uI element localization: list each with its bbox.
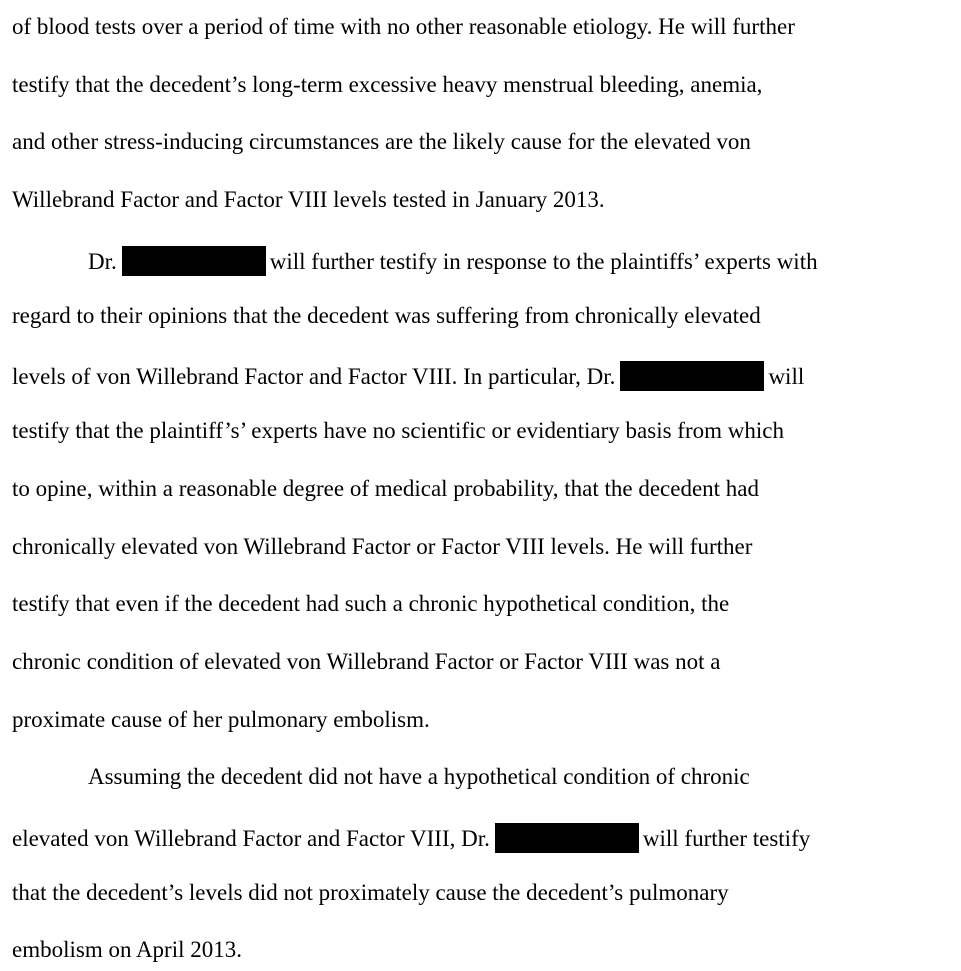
redaction-box <box>495 823 639 853</box>
text-line: proximate cause of her pulmonary embolism. <box>12 707 430 732</box>
text-line: to opine, within a reasonable degree of medical probability, that the decedent had <box>12 476 760 501</box>
text-fragment: levels of von Willebrand Factor and Factor VIII. In particular, Dr. <box>12 364 616 389</box>
text-line: embolism on April 2013. <box>12 937 242 962</box>
text-line: testify that the plaintiff’s’ experts have no scientific or evidentiary basis from which <box>12 418 784 443</box>
text-line: testify that even if the decedent had such a chronic hypothetical condition, the <box>12 591 730 616</box>
redaction-box <box>122 246 266 276</box>
text-fragment: elevated von Willebrand Factor and Factor VIII, Dr. <box>12 826 490 851</box>
text-fragment: Dr. <box>88 249 117 274</box>
text-line <box>12 823 810 853</box>
text-line: testify that the decedent’s long-term excessive heavy menstrual bleeding, anemia, <box>12 72 763 97</box>
text-line <box>88 246 818 276</box>
text-line: chronic condition of elevated von Willebrand Factor or Factor VIII was not a <box>12 649 721 674</box>
text-fragment: will <box>768 364 805 389</box>
text-line: and other stress-inducing circumstances are the likely cause for the elevated von <box>12 129 751 154</box>
text-line: regard to their opinions that the decedent was suffering from chronically elevated <box>12 303 761 328</box>
text-line <box>12 361 804 391</box>
text-fragment: will further testify in response to the plaintiffs’ experts with <box>269 249 818 274</box>
text-line: chronically elevated von Willebrand Factor or Factor VIII levels. He will further <box>12 534 753 559</box>
text-line: Willebrand Factor and Factor VIII levels tested in January 2013. <box>12 187 605 212</box>
text-line: of blood tests over a period of time with no other reasonable etiology. He will further <box>12 14 795 39</box>
text-fragment: will further testify <box>642 826 811 851</box>
redaction-box <box>620 361 764 391</box>
text-line: Assuming the decedent did not have a hypothetical condition of chronic <box>88 764 750 789</box>
text-line: that the decedent’s levels did not proximately cause the decedent’s pulmonary <box>12 880 729 905</box>
